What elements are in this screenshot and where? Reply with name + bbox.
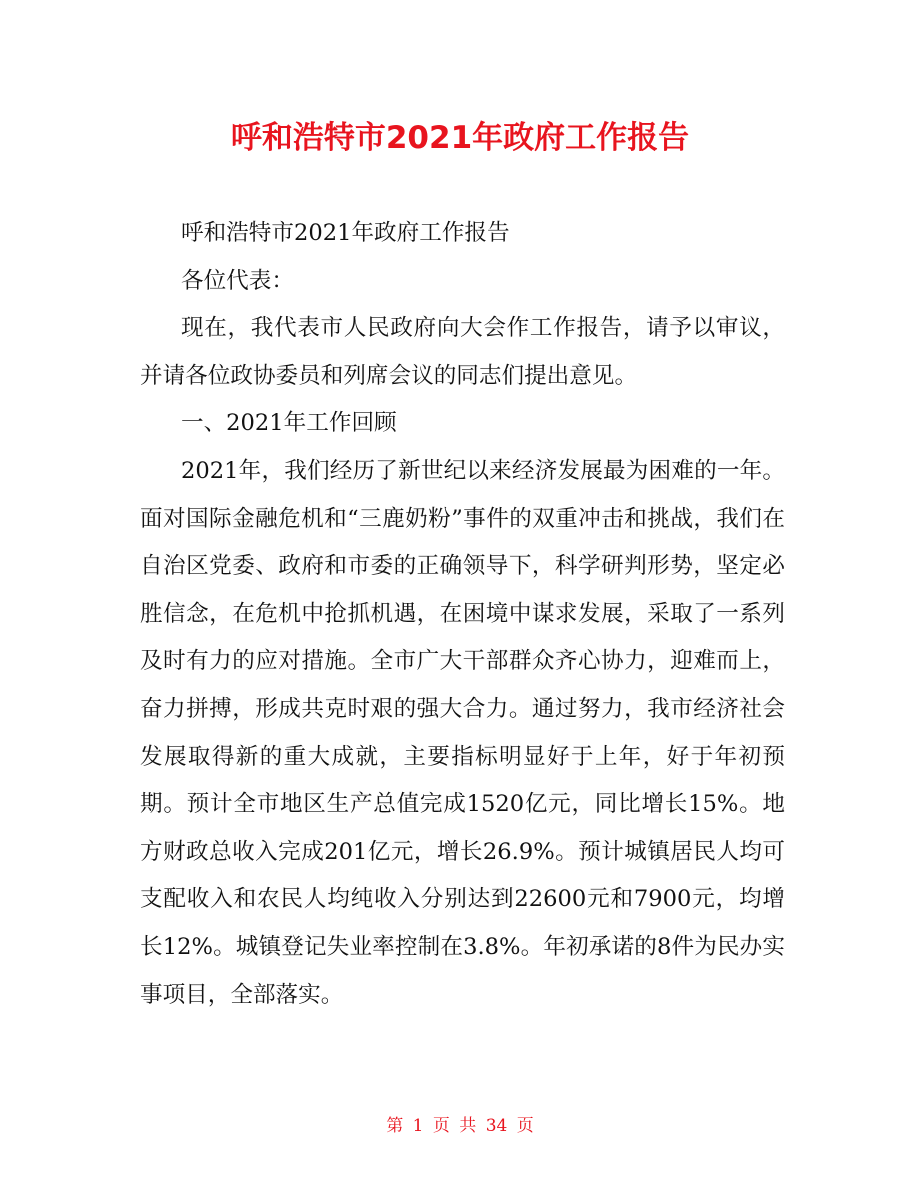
document-body — [140, 210, 785, 1019]
paragraph-intro: 现在，我代表市人民政府向大会作工作报告，请予以审议，并请各位政协委员和列席会议的同志们提出意见。 — [140, 315, 785, 389]
paragraph-heading: 呼和浩特市2021年政府工作报告 — [181, 220, 510, 246]
paragraph-salutation: 各位代表： — [181, 267, 294, 294]
paragraph-section-heading: 一、2021年工作回顾 — [181, 410, 397, 437]
page-footer: 第 1 页 共 34 页 — [386, 1116, 534, 1136]
document-title: 呼和浩特市2021年政府工作报告 — [230, 120, 690, 156]
paragraph-review: 2021年，我们经历了新世纪以来经济发展最为困难的一年。面对国际金融危机和“三鹿奶粉”事件的双重冲击和挑战，我们在自治区党委、政府和市委的正确领导下，科学研判形势，坚定必胜信念，在危机中抢抓机遇，在困境中谋求发展，采取了一系列及时有力的应对措施。全市广大干部群众齐心协力，迎难而上，奋力拼搏，形成共克时艰的强大合力。通过努力，我市经济社会发展取得新的重大成就，主要指标明显好于上年，好于年初预期。预计全市地区生产总值完成1520亿元，同比增长15%。地方财政总收入完成201亿元，增长26.9%。预计城镇居民人均可支配收入和农民人均纯收入分别达到22600元和7900元，均增长12%。城镇登记失业率控制在3.8%。年初承诺的8件为民办实事项目，全部落实。 — [140, 457, 785, 1008]
